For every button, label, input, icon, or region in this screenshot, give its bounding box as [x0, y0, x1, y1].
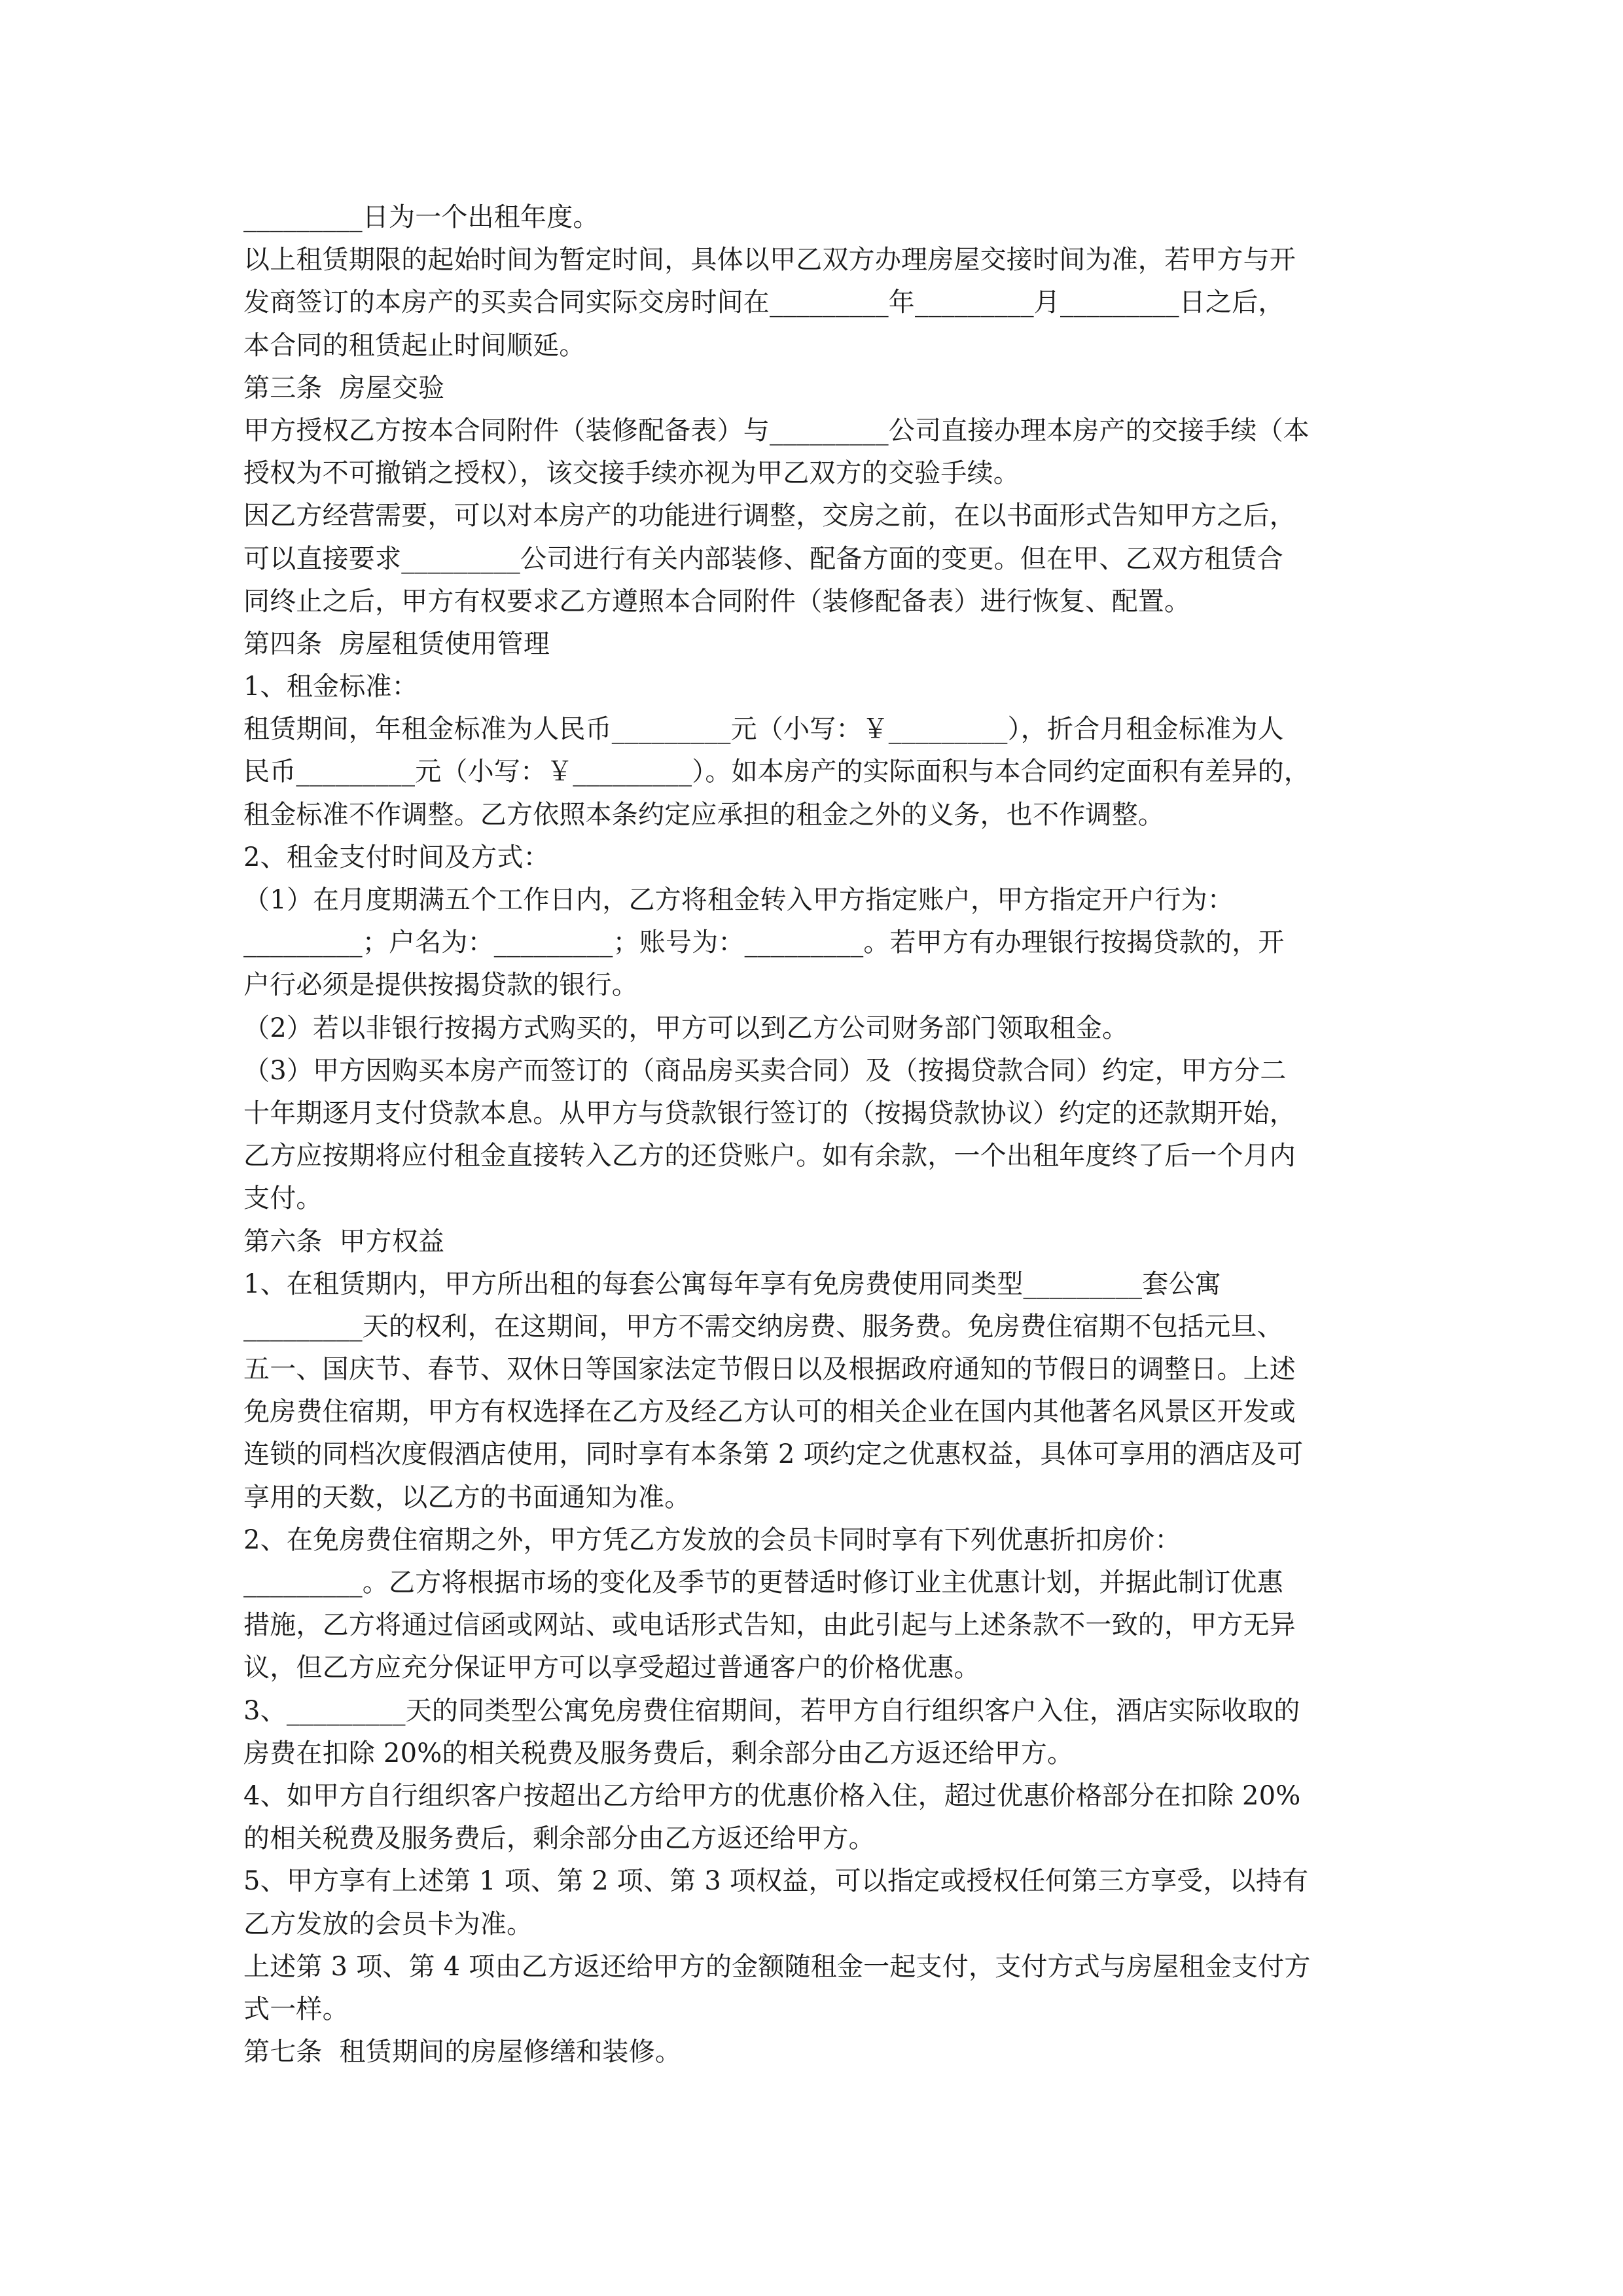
text-line: _________。乙方将根据市场的变化及季节的更替适时修订业主优惠计划，并据此制订优惠	[243, 1568, 1283, 1598]
text-line: 1、在租赁期内，甲方所出租的每套公寓每年享有免房费使用同类型_________套公寓	[243, 1268, 1221, 1299]
text-line: _________日为一个出租年度。	[243, 202, 599, 232]
text-line: 甲方授权乙方按本合同附件（装修配备表）与_________公司直接办理本房产的交接手续（本	[243, 415, 1310, 446]
section-heading: 第四条 房屋租赁使用管理	[243, 628, 550, 659]
text-line: 十年期逐月支付贷款本息。从甲方与贷款银行签订的（按揭贷款协议）约定的还款期开始，	[243, 1098, 1296, 1128]
document-body	[243, 196, 1408, 2073]
text-line: 措施，乙方将通过信函或网站、或电话形式告知，由此引起与上述条款不一致的，甲方无异	[243, 1610, 1296, 1641]
text-line: 5、甲方享有上述第 1 项、第 2 项、第 3 项权益，可以指定或授权任何第三方享受，以持有	[243, 1866, 1309, 1897]
text-line: 的相关税费及服务费后，剩余部分由乙方返还给甲方。	[243, 1823, 875, 1854]
text-line: （2）若以非银行按揭方式购买的，甲方可以到乙方公司财务部门领取租金。	[243, 1013, 1129, 1043]
text-line: 户行必须是提供按揭贷款的银行。	[243, 970, 638, 1001]
text-line: 租赁期间，年租金标准为人民币_________元（小写：￥_________），折合月租金标准为人	[243, 714, 1284, 745]
text-line: 式一样。	[243, 1994, 349, 2024]
section-heading: 第三条 房屋交验	[243, 372, 445, 403]
text-line: 乙方应按期将应付租金直接转入乙方的还贷账户。如有余款，一个出租年度终了后一个月内	[243, 1141, 1296, 1172]
text-line: 因乙方经营需要，可以对本房产的功能进行调整，交房之前，在以书面形式告知甲方之后，	[243, 501, 1296, 531]
section-heading: 第七条 租赁期间的房屋修缮和装修。	[243, 2037, 682, 2068]
text-line: 享用的天数，以乙方的书面通知为准。	[243, 1482, 691, 1513]
text-line: 以上租赁期限的起始时间为暂定时间，具体以甲乙双方办理房屋交接时间为准，若甲方与开	[243, 245, 1296, 276]
text-line: 连锁的同档次度假酒店使用，同时享有本条第 2 项约定之优惠权益，具体可享用的酒店及可	[243, 1439, 1304, 1470]
text-line: 五一、国庆节、春节、双休日等国家法定节假日以及根据政府通知的节假日的调整日。上述	[243, 1354, 1296, 1385]
text-line: 3、_________天的同类型公寓免房费住宿期间，若甲方自行组织客户入住，酒店实际收取的	[243, 1695, 1300, 1726]
text-line: 上述第 3 项、第 4 项由乙方返还给甲方的金额随租金一起支付，支付方式与房屋租金支付方	[243, 1951, 1311, 1982]
text-line: 支付。	[243, 1183, 323, 1214]
text-line: （1）在月度期满五个工作日内，乙方将租金转入甲方指定账户，甲方指定开户行为：	[243, 885, 1234, 915]
text-line: 租金标准不作调整。乙方依照本条约定应承担的租金之外的义务，也不作调整。	[243, 799, 1164, 830]
text-line: 1、租金标准：	[243, 672, 418, 702]
text-line: 2、租金支付时间及方式：	[243, 842, 550, 872]
text-line: 4、如甲方自行组织客户按超出乙方给甲方的优惠价格入住，超过优惠价格部分在扣除 20%	[243, 1780, 1301, 1811]
text-line: 2、在免房费住宿期之外，甲方凭乙方发放的会员卡同时享有下列优惠折扣房价：	[243, 1524, 1181, 1555]
text-line: （3）甲方因购买本房产而签订的（商品房买卖合同）及（按揭贷款合同）约定，甲方分二	[243, 1055, 1287, 1086]
text-line: _________；户名为：_________；账号为：_________。若甲方有办理银行按揭贷款的，开	[243, 927, 1285, 958]
text-line: 房费在扣除 20%的相关税费及服务费后，剩余部分由乙方返还给甲方。	[243, 1738, 1074, 1768]
text-line: 议，但乙方应充分保证甲方可以享受超过普通客户的价格优惠。	[243, 1653, 980, 1683]
section-heading: 第六条 甲方权益	[243, 1226, 445, 1257]
text-line: 可以直接要求_________公司进行有关内部装修、配备方面的变更。但在甲、乙双方租赁合	[243, 543, 1283, 574]
text-line: 同终止之后，甲方有权要求乙方遵照本合同附件（装修配备表）进行恢复、配置。	[243, 586, 1191, 617]
text-line: 乙方发放的会员卡为准。	[243, 1909, 533, 1939]
text-line: 发商签订的本房产的买卖合同实际交房时间在_________年_________月_________日之后，	[243, 287, 1285, 318]
text-line: 本合同的租赁起止时间顺延。	[243, 330, 586, 361]
text-line: _________天的权利，在这期间，甲方不需交纳房费、服务费。免房费住宿期不包括元旦、	[243, 1311, 1283, 1342]
text-line: 民币_________元（小写：￥_________）。如本房产的实际面积与本合同约定面积有差异的，	[243, 757, 1310, 787]
text-line: 免房费住宿期，甲方有权选择在乙方及经乙方认可的相关企业在国内其他著名风景区开发或	[243, 1397, 1296, 1427]
text-line: 授权为不可撤销之授权），该交接手续亦视为甲乙双方的交验手续。	[243, 458, 1020, 489]
